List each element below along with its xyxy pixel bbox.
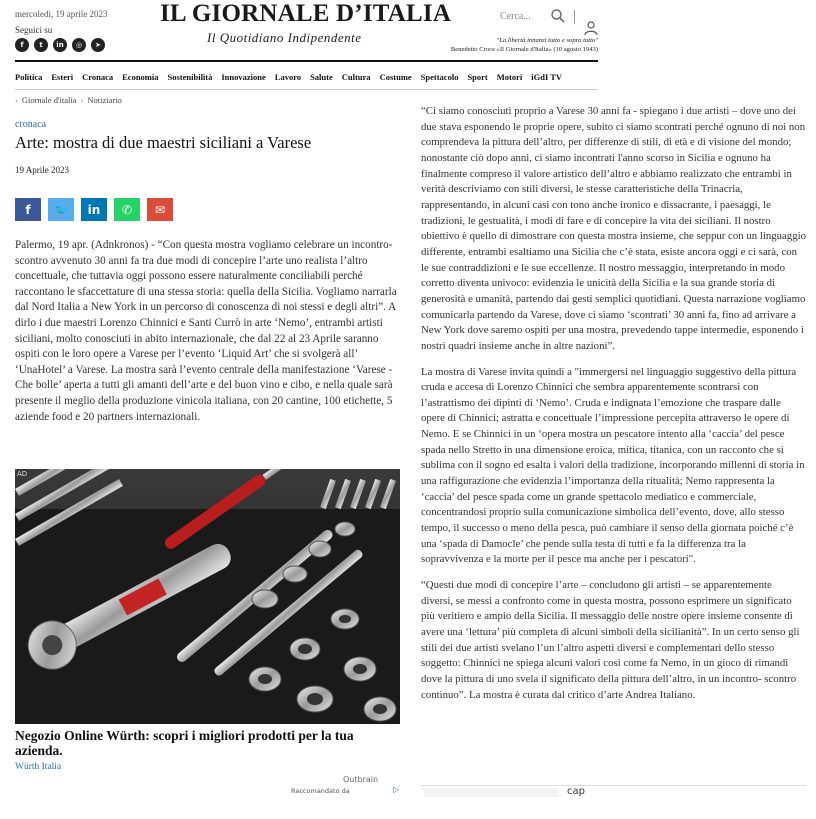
article-title: Arte: mostra di due maestri siciliani a Varese	[15, 133, 312, 152]
nav-item-motori[interactable]: Motori	[496, 72, 523, 82]
outbrain-logo[interactable]: Outbrain	[343, 775, 379, 784]
breadcrumb-item-notiziario[interactable]: Notiziario	[87, 95, 122, 105]
nav-item-economia[interactable]: Economia	[122, 72, 159, 82]
next-ad-thumbnail[interactable]	[424, 788, 559, 797]
breadcrumb-separator: ›	[80, 95, 84, 105]
article-date: 19 Aprile 2023	[15, 165, 69, 175]
nav-item-innovazione[interactable]: Innovazione	[221, 72, 266, 82]
share-email-button[interactable]: ✉	[147, 198, 173, 221]
next-ad-text[interactable]: cap	[567, 786, 585, 797]
main-nav	[15, 72, 562, 82]
nav-item-spettacolo[interactable]: Spettacolo	[420, 72, 459, 82]
nav-item-costume[interactable]: Costume	[379, 72, 412, 82]
share-linkedin-button[interactable]: in	[81, 198, 107, 221]
nav-item-sostenibilit-[interactable]: Sostenibilità	[167, 72, 213, 82]
ad-source[interactable]: Würth Italia	[15, 762, 62, 772]
share-twitter-button[interactable]: 🐦	[48, 198, 74, 221]
user-icon[interactable]	[583, 20, 599, 36]
breadcrumb-item-home[interactable]: Giornale d'italia	[21, 95, 77, 105]
share-facebook-button[interactable]: f	[15, 198, 41, 221]
linkedin-icon[interactable]: in	[53, 38, 67, 52]
social-links	[15, 38, 105, 52]
share-bar	[15, 198, 173, 221]
header-rule	[15, 60, 598, 62]
follow-label: Seguici su	[15, 25, 53, 35]
ad-image[interactable]	[15, 469, 400, 724]
nav-item-cronaca[interactable]: Cronaca	[82, 72, 114, 82]
header-date: mercoledì, 19 aprile 2023	[15, 9, 108, 19]
nav-item-politica[interactable]: Politica	[15, 72, 43, 82]
article-paragraph: “Questi due modi di concepire l’arte – concludono gli artisti – se apparentemente diversi, se messi a confronto come in questa mostra, possono esprimere un significato più veritiero e ampio della Sicilia. Il messaggio delle nostre opere insieme consente di avere una ‘lettura’ più completa di alcuni simboli della sicilianità”. In un certo senso gli stili dei due artisti svelano l’un l’altro aspetti diversi e complementari dello stesso soggetto: Chinnici ne spiega alcuni valori così come fa Nemo, in un gioco di rimandi dove la pittura di uno svela il significato della pittura dell’altro, in un incontro- scontro continuo”. La mostra è curata dal critico d’arte Andrea Italiano.	[421, 579, 800, 701]
article-lead: Palermo, 19 apr. (Adnkronos) - “Con questa mostra vogliamo celebrare un incontro-scontro avvenuto 30 anni fa tra due modi di concepire l’arte uno realista l’altro concettuale, che tuttavia oggi possono essere naturalmente conciliabili perché raccontano le sfaccettature di una stessa storia: quella della Sicilia. Vogliamo narrarla dal Nord Italia a New York in un percorso di conoscenza di noi stessi e degli altri”. A dirlo i due maestri Lorenzo Chinnici e Santi Currò in arte ‘Nemo’, entrambi artisti siciliani, molto conosciuti in abito internazionale, che dal 22 al 23 Aprile saranno ospiti con le loro opere a Varese per l’evento ‘Liquid Art’ che si svolgerà all’ ‘UnaHotel’ a Varese. La mostra sarà l’evento centrale della manifestazione ‘Varese - Che bolle’ aperta a tutti gli amanti dell’arte e del buon vino e cibo, e nella quale sarà presente il meglio della produzione vinicola italiana, con 20 cantine, 100 etichette, 5 aziende food e 20 partners internazionali.	[15, 239, 397, 423]
quote-text: "La libertà innanzi tutto e sopra tutto"	[496, 37, 598, 44]
header-divider	[574, 10, 575, 24]
bottom-divider	[421, 785, 806, 786]
ad-choices-icon[interactable]: ▷	[393, 785, 400, 794]
article-paragraph: “Ci siamo conosciuti proprio a Varese 30 anni fa - spiegano i due artisti – dove uno dei due stava esponendo le proprie opere, subito ci siamo scontrati perché ognuno di noi non comprendeva la pittura dell’altro, per differenze di stili, di età e di visione del mondo; nonostante ciò dopo anni, ci siamo incontrati l'anno scorso in Sicilia e ognuno ha finalmente compreso il valore artistico dell’altro e abbiamo realizzato che entrambi in verità descriviamo con stili diversi, le stesse caratteristiche della Trinacria, rappresentando, in alcuni casi con tono anche ironico e dissacrante, i paesaggi, le tradizioni, le gestualità, i modi di fare e di concepire la vita dei siciliani. Il nostro obiettivo è quello di dimostrare con questa mostra insieme, che seppur con un linguaggio differente, entrambi esaltiamo una Sicilia che c’è stata, esiste ancora oggi e ci sarà, con le sue contraddizioni e le sue eccellenze. Il nostro messaggio, interpretando in modo corretto diventa univoco: evidenzia le unicità della Sicilia e la sua grande storia di generosità e umanità, partendo dai gesti semplici quotidiani. Questa narrazione vogliamo comunicarla partendo da Varese, dove ci siamo ‘scontrati’ 30 anni fa, fino ad arrivare a New York dove saremo ospiti per una mostra, prevedendo tappe intermedie, esponendo i nostri quadri insieme anche in altre nazioni”.	[421, 105, 806, 352]
nav-item-cultura[interactable]: Cultura	[341, 72, 371, 82]
share-whatsapp-button[interactable]: ✆	[114, 198, 140, 221]
nav-item-esteri[interactable]: Esteri	[51, 72, 74, 82]
article-paragraph: La mostra di Varese invita quindi a "immergersi nel linguaggio suggestivo della pittura cruda e accesa di Lorenzo Chinnici che sembra apparentemente scontrarsi con l’astrattismo dei dipinti di ‘Nemo’. Cruda e indignata l’emozione che traspare dalle opere di Chinnici; astratta e concettuale l’impressione percepita attraverso le opere di Nemo. E se Chinnici in un ‘opera mostra un pescatore intento alla ‘caccia’ del pesce spada nello Stretto in una dimensione eroica, mitica, titanica, con un racconto che si sublima con il sogno ed esalta i valori della tradizione, incorporando millenni di storia in una raffigurazione che evidenzia l’importanza della ritualità; Nemo rappresenta la ‘caccia’ del pesce spada come un grande spettacolo mediatico e commerciale, concentrandosi proprio sulla comunicazione simbolica dell’evento, dove, allo stesso tempo, il successo o meno della pesca, può cambiare il senso della giornata poiché c’è una ‘spada di Damocle’ che pende sulla testa di tutti e fa la differenza tra la sopravvivenza e la morte per il pesce ma anche per i pescatori".	[421, 365, 805, 566]
breadcrumb	[15, 95, 122, 105]
nav-item-lavoro[interactable]: Lavoro	[274, 72, 302, 82]
search-input[interactable]: Cerca...	[500, 11, 531, 22]
nav-item-sport[interactable]: Sport	[467, 72, 488, 82]
search-icon[interactable]	[550, 8, 566, 24]
nav-item-igdi-tv[interactable]: iGdI TV	[531, 72, 563, 82]
article-body	[421, 104, 806, 713]
article-category[interactable]: cronaca	[15, 119, 47, 130]
header-quote	[451, 36, 598, 54]
facebook-icon[interactable]: f	[15, 38, 29, 52]
quote-author: Benedetto Croce «Il Giornale d'Italia» (10 agosto 1943)	[450, 46, 598, 53]
recommended-label: Raccomandato da	[291, 787, 350, 795]
site-logo[interactable]: IL GIORNALE D’ITALIA	[160, 0, 452, 27]
ad-label: AD	[17, 470, 28, 478]
telegram-icon[interactable]: ➤	[91, 38, 105, 52]
breadcrumb-separator: ›	[15, 95, 18, 105]
instagram-icon[interactable]: ◎	[72, 38, 86, 52]
twitter-icon[interactable]: t	[34, 38, 48, 52]
ad-title[interactable]: Negozio Online Würth: scopri i migliori prodotti per la tua azienda.	[15, 728, 354, 758]
nav-rule	[15, 89, 598, 90]
ad-tools-illustration	[15, 469, 400, 724]
site-tagline: Il Quotidiano Indipendente	[207, 30, 362, 45]
nav-item-salute[interactable]: Salute	[310, 72, 333, 82]
